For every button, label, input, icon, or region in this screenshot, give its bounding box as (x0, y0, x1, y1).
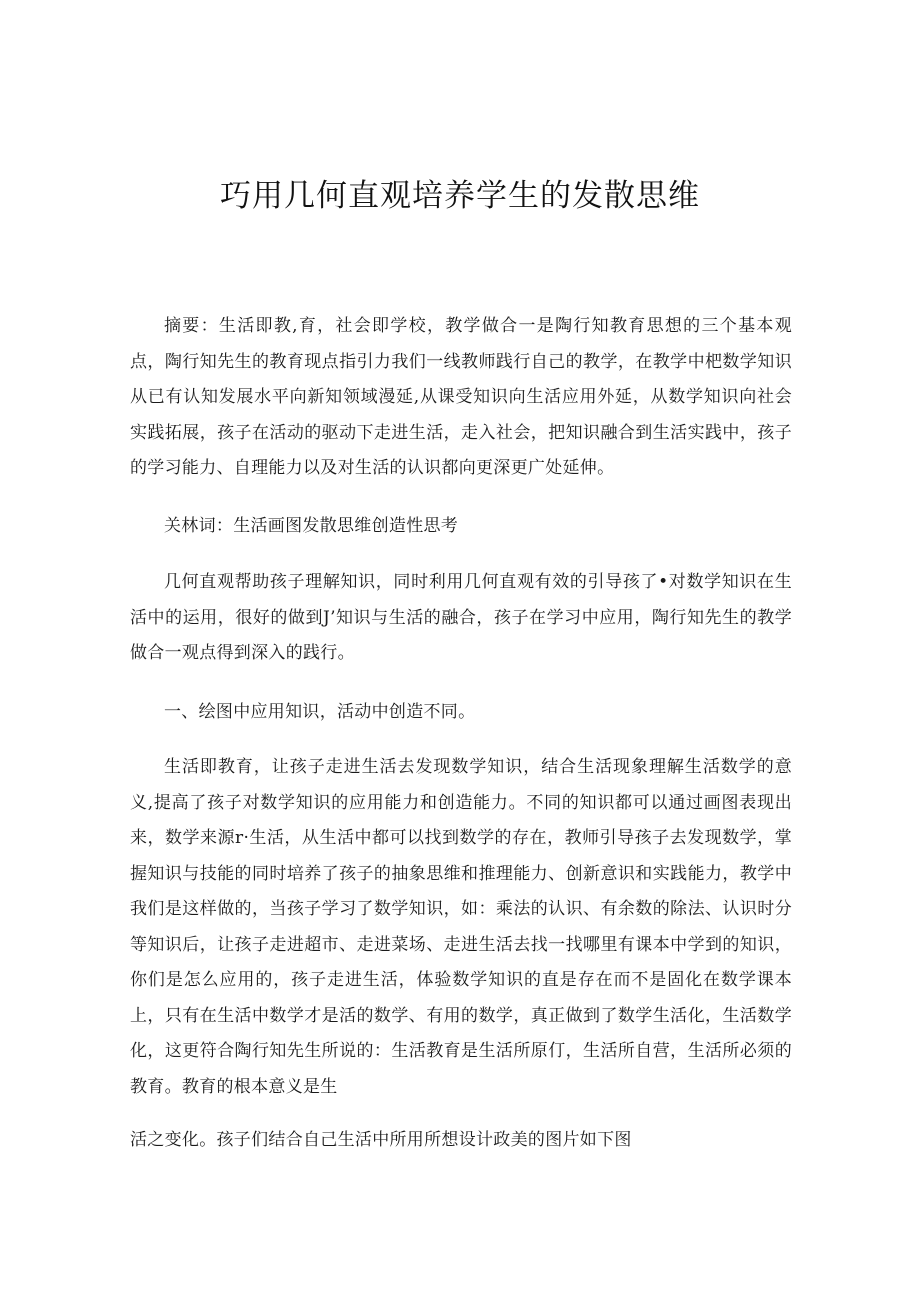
section-heading: 一、绘图中应用知识，活动中创造不同。 (164, 702, 476, 722)
intro-paragraph: 几何直观帮助孩子理解知识，同时利用几何直观有效的引导孩了•对数学知识在生活中的运用，很好的做到J’知识与生活的融合，孩子在学习中应用，陶行知先生的教学做合一观点得到深入的践行。 (130, 572, 792, 663)
continuation-paragraph: 活之变化。孩子们结合自己生活中所用所想设计政美的图片如下图 (130, 1130, 632, 1150)
document-title: 巧用几何直观培养学生的发散思维 (220, 178, 700, 214)
keywords-paragraph: 关林词：生活画图发散思维创造性思考 (164, 516, 459, 536)
abstract-paragraph: 摘要：生活即教,育，社会即学校，教学做合一是陶行知教育思想的三个基本观点，陶行知先生的教育现点指引力我们一线教师践行自己的教学，在教学中杷数学知识从已有认知发展水平向新知领域漫延,从课受知识向生活应用外延，从数学知识向社会实践拓展，孩子在活动的驱动下走进生活，走入社会，把知识融合到生活实践中，孩子的学习能力、自理能力以及对生活的认识都向更深更广处延伸。 (130, 316, 792, 478)
body-paragraph: 生活即教育，让孩子走进生活去发现数学知识，结合生活现象理解生活数学的意义,提高了孩子对数学知识的应用能力和创造能力。不同的知识都可以通过画图表现出来，数学来源r·生活，从生活中都可以找到数学的存在，教师引导孩子去发现数学，掌握知识与技能的同时培养了孩子的抽象思维和推理能力、创新意识和实践能力，教学中我们是这样做的，当孩子学习了数学知识，如：乘法的认识、有余数的除法、认识时分等知识后，让孩子走进超市、走进菜场、走进生活去找一找哪里有课本中学到的知识，你们是怎么应用的，孩子走进生活，体验数学知识的直是存在而不是固化在数学课本上，只有在生活中数学才是活的数学、有用的数学，真正做到了数学生活化，生活数学化，这更符合陶行知先生所说的：生活教育是生活所原仃，生活所自营，生活所必须的教育。教育的根本意义是生 (130, 757, 792, 1097)
